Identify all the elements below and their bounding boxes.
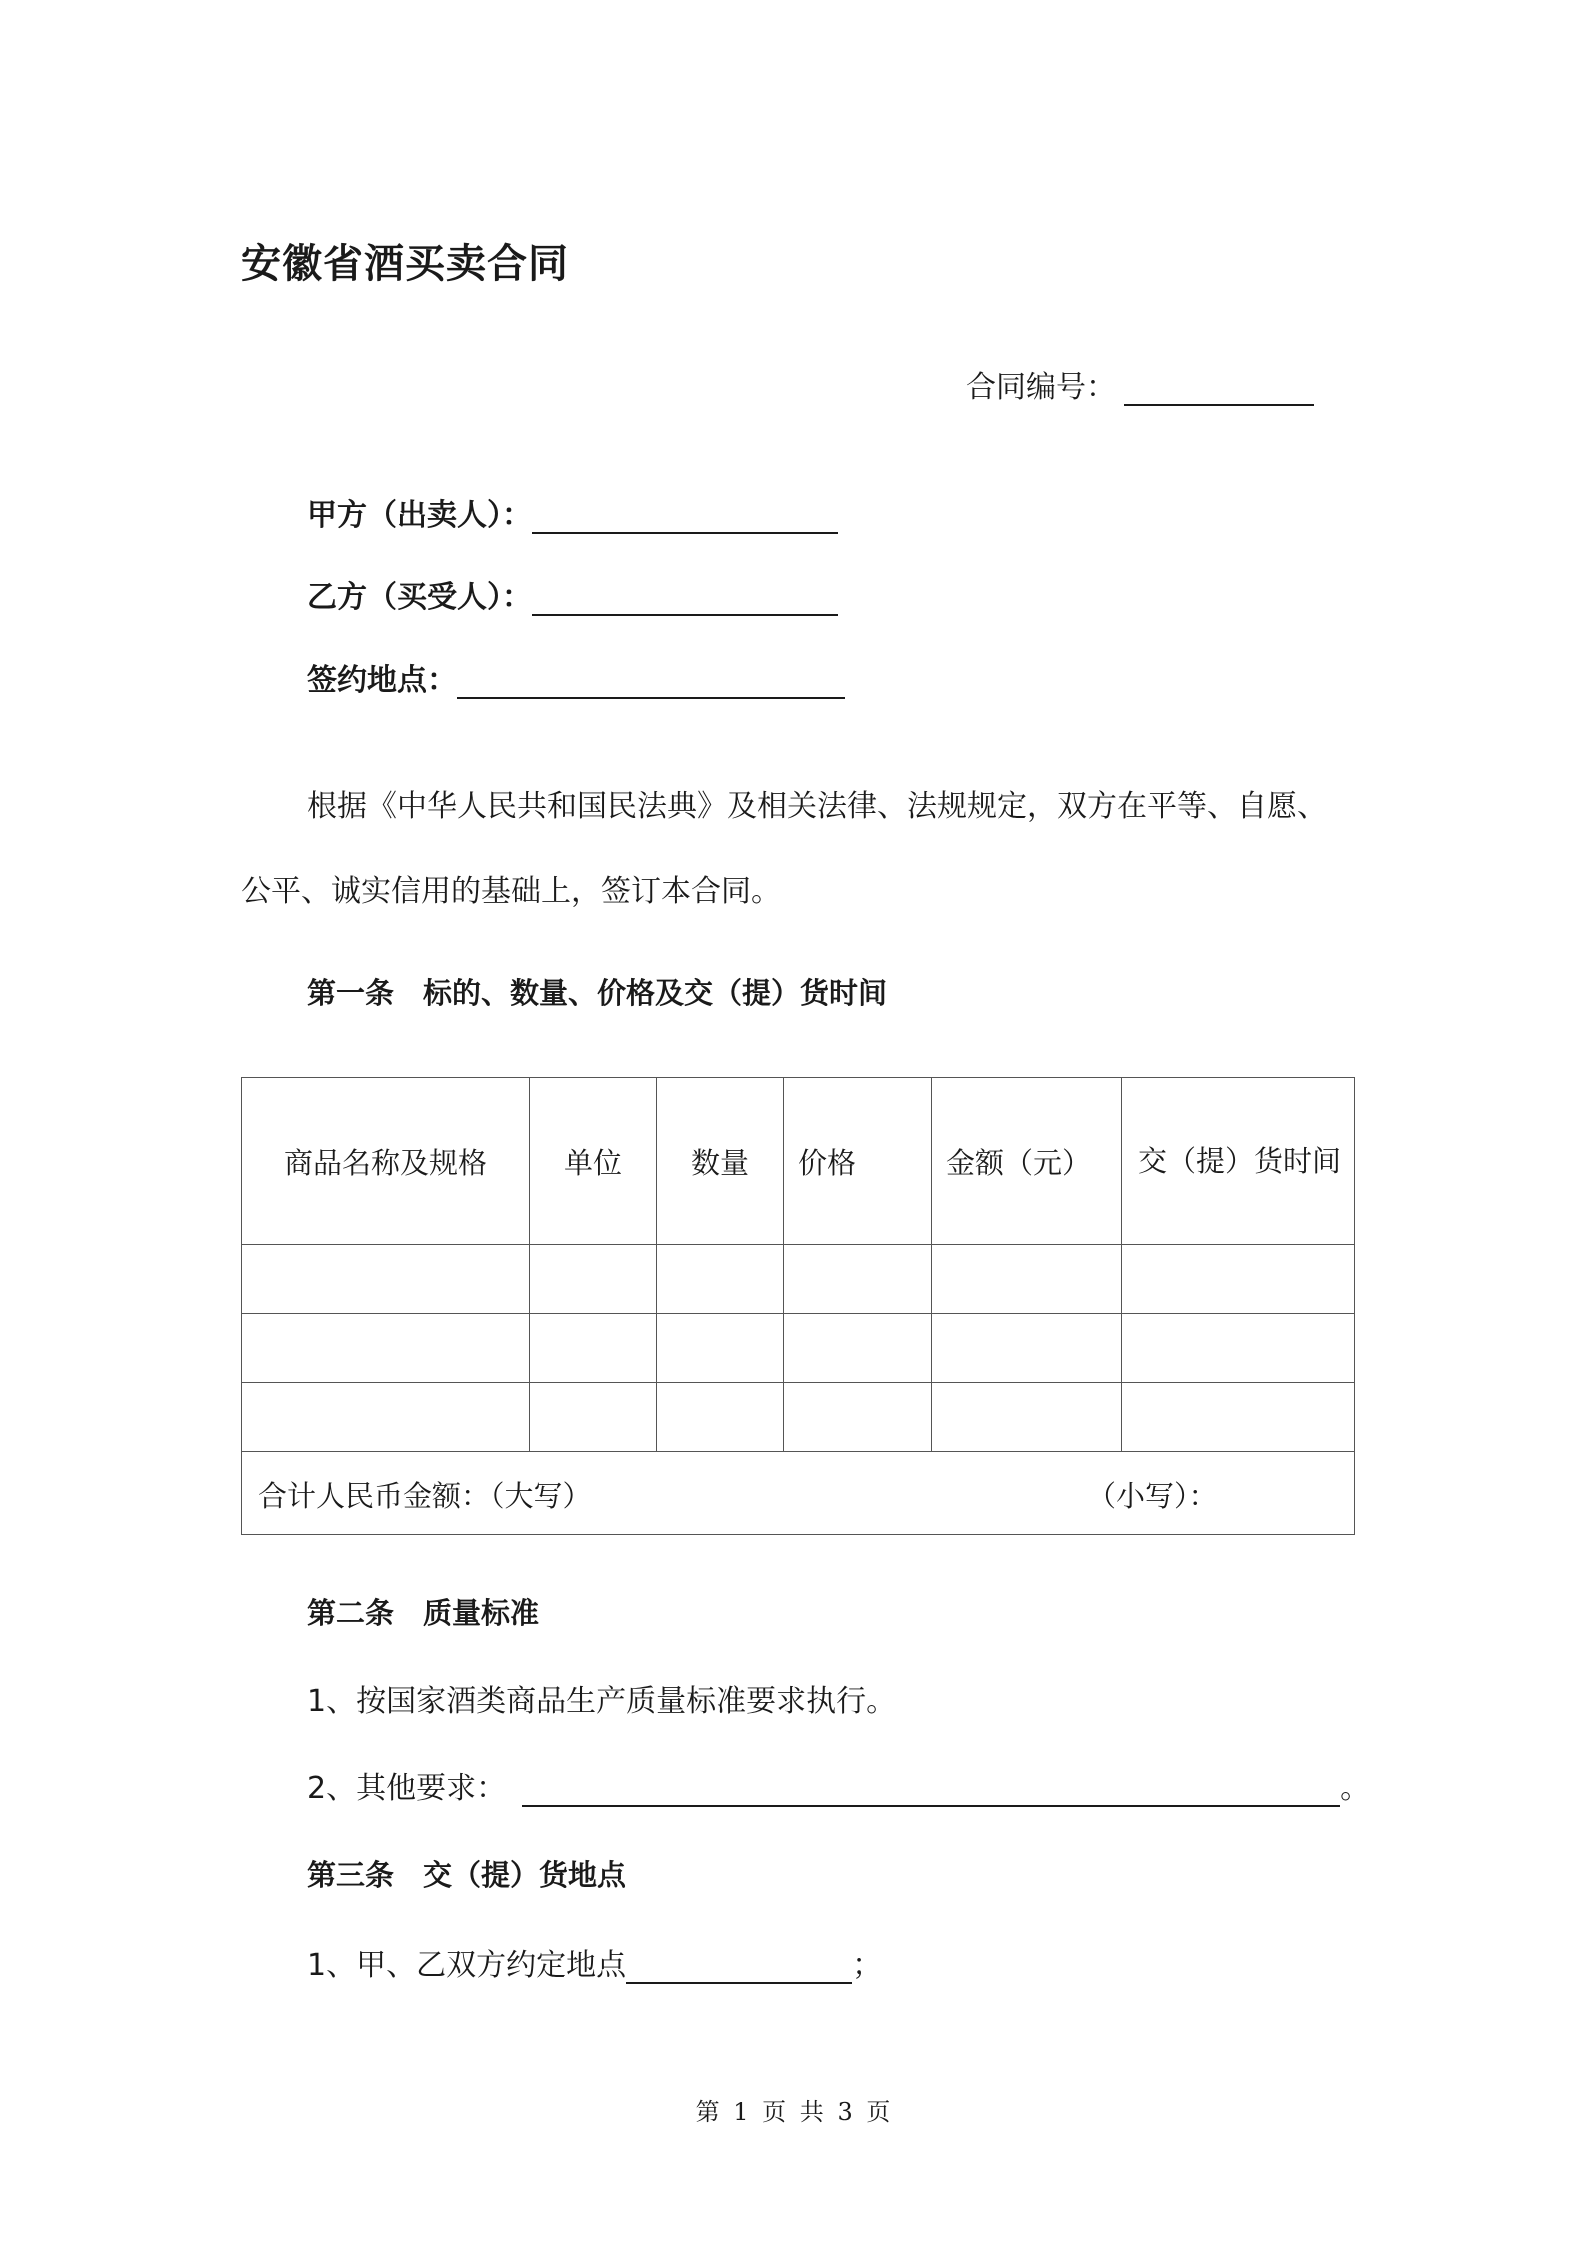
table-cell [242, 1383, 530, 1452]
article1-heading: 第一条 标的、数量、价格及交（提）货时间 [307, 976, 888, 1010]
table-row [242, 1314, 1355, 1383]
article2-item1: 1、按国家酒类商品生产质量标准要求执行。 [307, 1684, 897, 1719]
total-uppercase-label: 合计人民币金额：（大写） [258, 1479, 592, 1513]
article3-heading: 第三条 交（提）货地点 [307, 1858, 627, 1892]
table-cell [784, 1245, 932, 1314]
page-footer: 第 1 页 共 3 页 [695, 2098, 891, 2126]
party-a-blank [532, 494, 838, 534]
header-amount: 金额（元） [932, 1078, 1122, 1245]
article3-item1-label: 1、甲、乙双方约定地点 [307, 1948, 627, 1983]
header-unit: 单位 [530, 1078, 657, 1245]
intro-paragraph-line2: 公平、诚实信用的基础上，签订本合同。 [241, 874, 781, 909]
party-b-label: 乙方（买受人）： [307, 580, 532, 615]
table-cell [657, 1383, 784, 1452]
table-row [242, 1245, 1355, 1314]
table-cell [242, 1314, 530, 1383]
table-cell [932, 1245, 1122, 1314]
contract-number-label: 合同编号： [966, 370, 1116, 405]
table-cell [932, 1383, 1122, 1452]
header-product-name: 商品名称及规格 [242, 1078, 530, 1245]
table-cell [932, 1314, 1122, 1383]
delivery-place-blank [626, 1944, 852, 1984]
header-quantity: 数量 [657, 1078, 784, 1245]
table-cell [530, 1314, 657, 1383]
article2-item2-end: 。 [1340, 1771, 1371, 1806]
other-requirements-blank [522, 1767, 1340, 1807]
total-lowercase-label: （小写）： [1087, 1479, 1218, 1513]
sign-place-blank [457, 659, 845, 699]
article2-item2-label: 2、其他要求： [307, 1771, 507, 1806]
party-b-field [307, 572, 838, 616]
goods-table [241, 1077, 1355, 1535]
document-title: 安徽省酒买卖合同 [241, 241, 569, 287]
table-cell [242, 1245, 530, 1314]
sign-place-label: 签约地点： [307, 663, 457, 698]
table-cell [530, 1383, 657, 1452]
intro-paragraph-line1: 根据《中华人民共和国民法典》及相关法律、法规规定，双方在平等、自愿、 [307, 789, 1327, 824]
table-header-row [242, 1078, 1355, 1245]
table-cell [1122, 1245, 1355, 1314]
table-cell [784, 1314, 932, 1383]
party-a-label: 甲方（出卖人）： [307, 498, 532, 533]
header-price: 价格 [784, 1078, 932, 1245]
article2-heading: 第二条 质量标准 [307, 1596, 540, 1630]
table-cell [657, 1245, 784, 1314]
table-cell [657, 1314, 784, 1383]
sign-place-field [307, 655, 845, 699]
article3-item1 [307, 1940, 882, 1984]
article3-item1-end: ； [852, 1948, 883, 1983]
table-cell [1122, 1314, 1355, 1383]
party-b-blank [532, 576, 838, 616]
table-cell [530, 1245, 657, 1314]
party-a-field [307, 490, 838, 534]
article2-item2 [307, 1763, 1370, 1807]
table-cell [1122, 1383, 1355, 1452]
table-total-row [242, 1452, 1355, 1535]
table-row [242, 1383, 1355, 1452]
contract-number-field [966, 362, 1314, 406]
contract-number-blank [1124, 366, 1314, 406]
total-cell [242, 1452, 1355, 1535]
table-cell [784, 1383, 932, 1452]
header-delivery-time: 交（提）货时间 [1122, 1078, 1355, 1245]
